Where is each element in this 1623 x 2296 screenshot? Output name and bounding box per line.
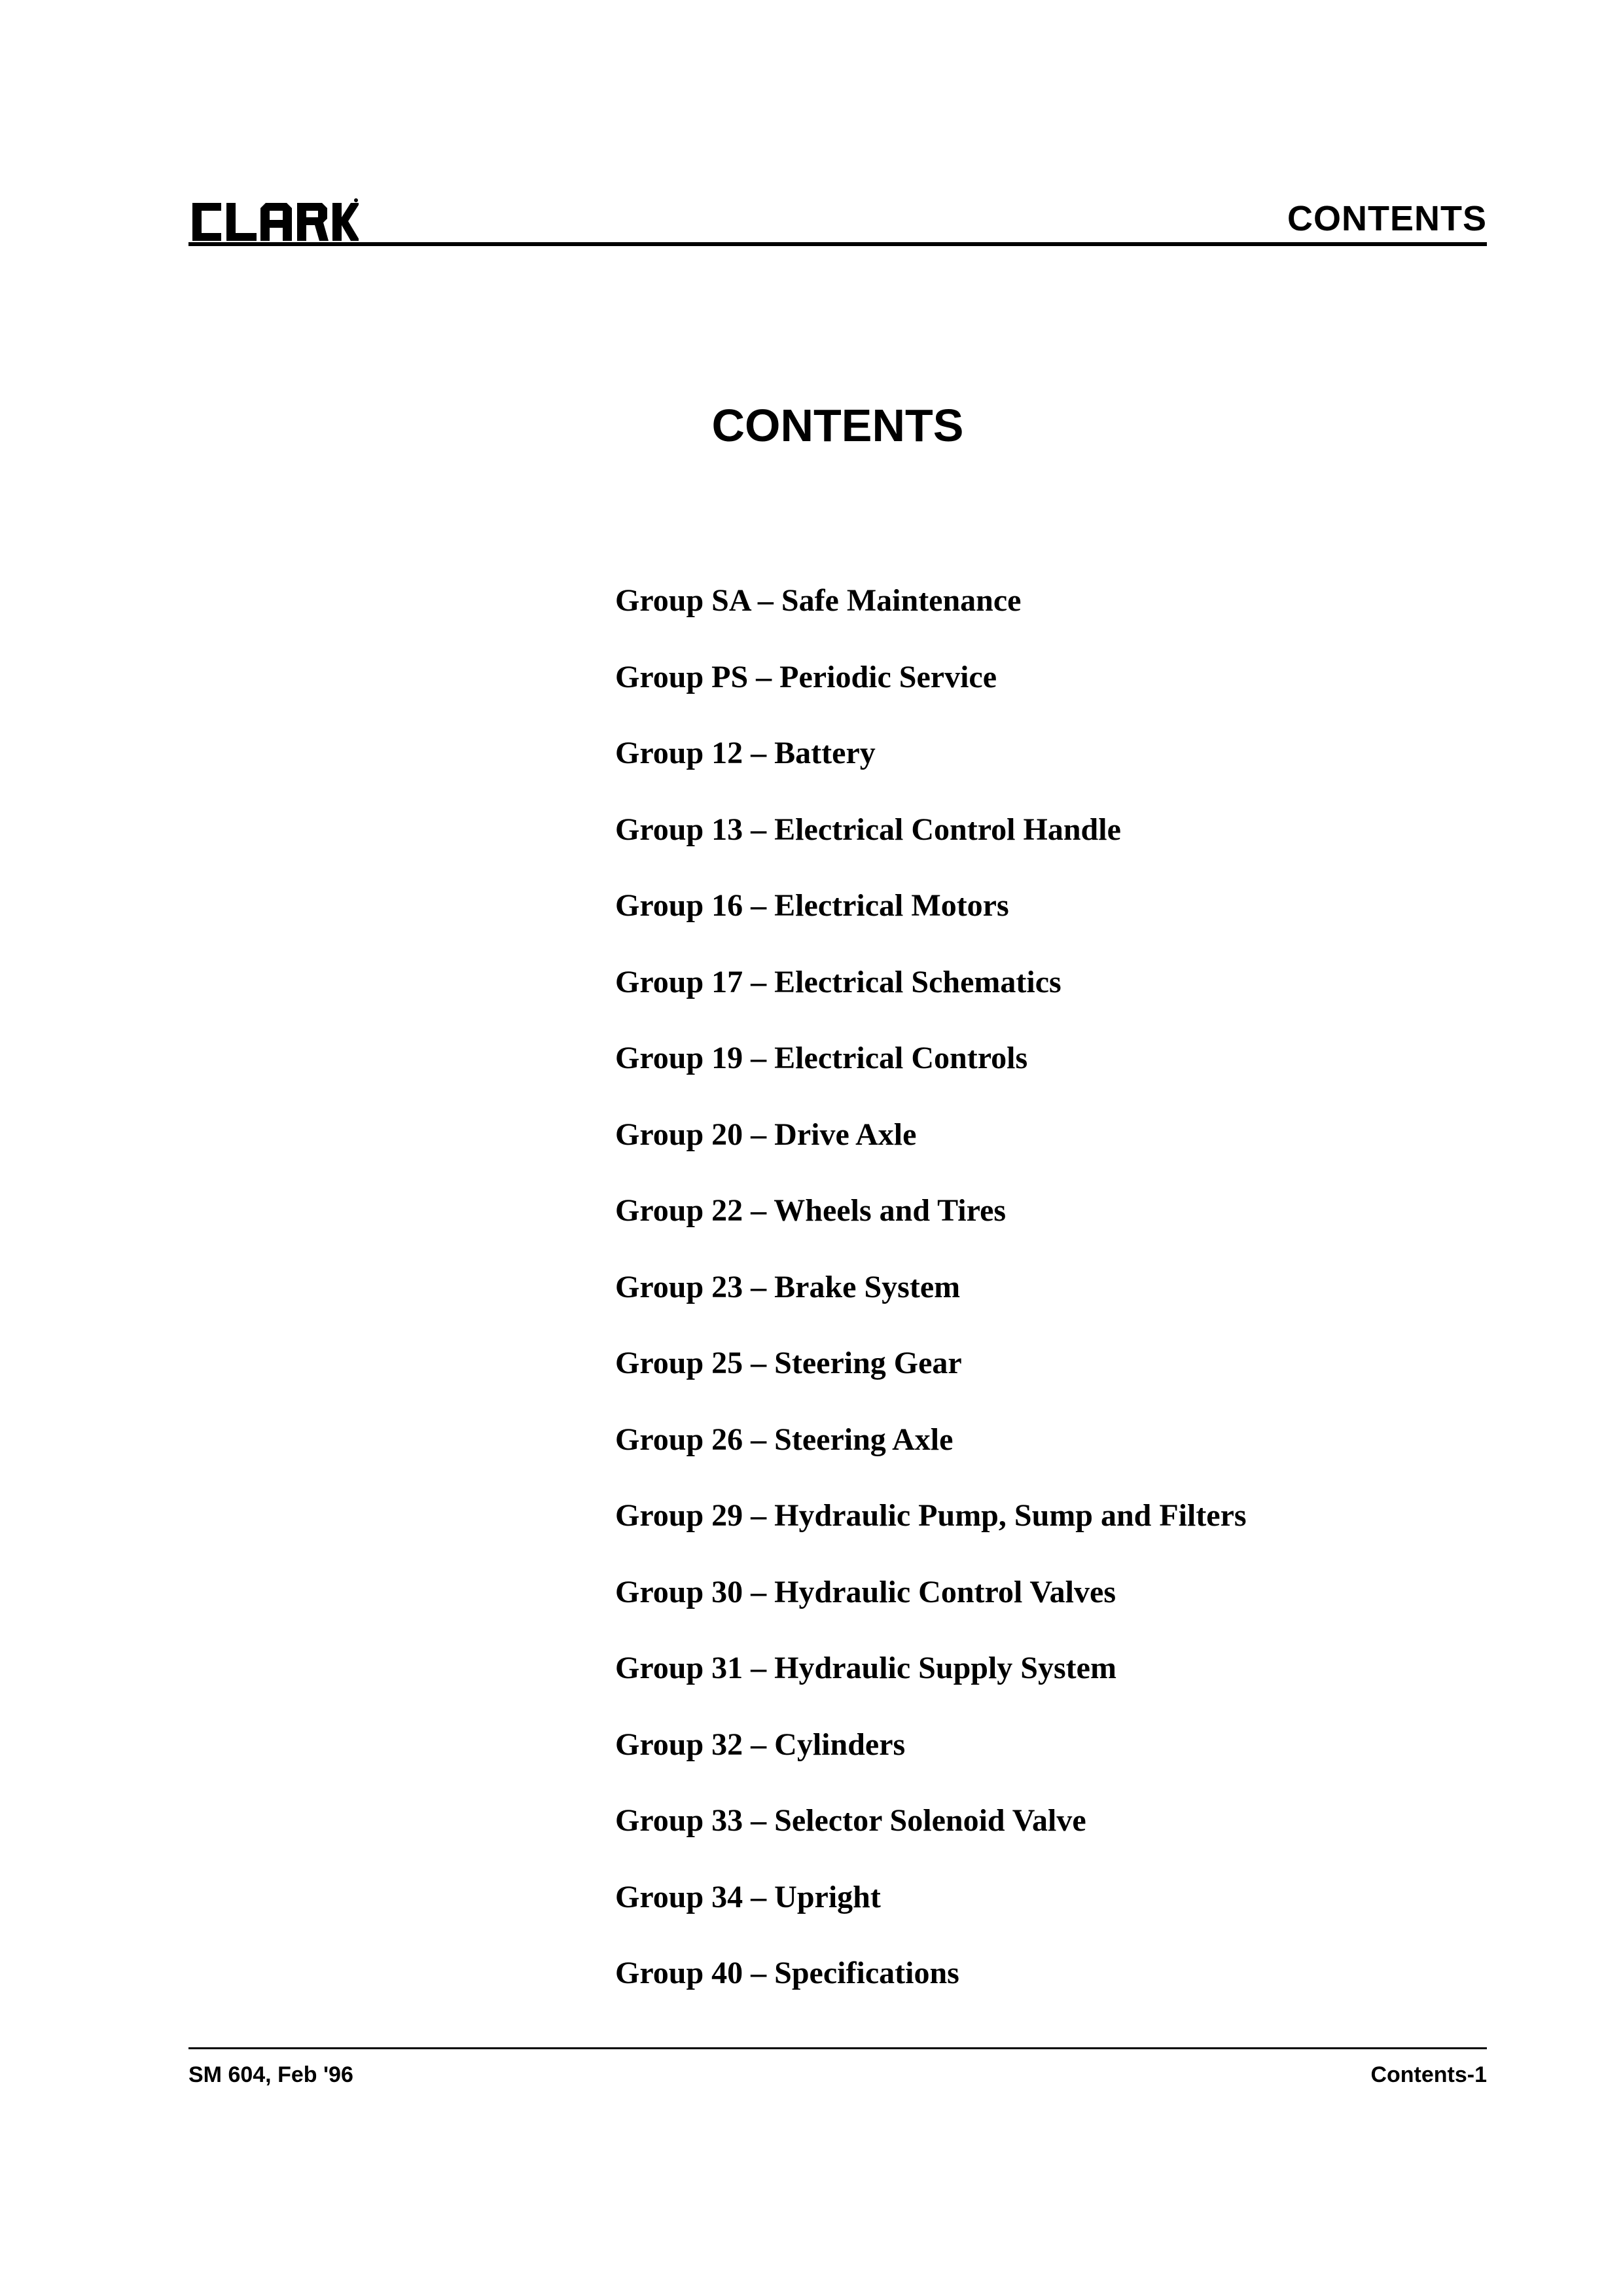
table-of-contents — [615, 563, 1466, 2012]
toc-item-group-31[interactable]: Group 31 – Hydraulic Supply System — [615, 1651, 1116, 1685]
toc-item-group-20[interactable]: Group 20 – Drive Axle — [615, 1117, 917, 1152]
toc-item-group-17[interactable]: Group 17 – Electrical Schematics — [615, 964, 1061, 999]
toc-item-group-19[interactable]: Group 19 – Electrical Controls — [615, 1041, 1028, 1075]
footer-page-number: Contents-1 — [1370, 2062, 1487, 2087]
toc-item-group-30[interactable]: Group 30 – Hydraulic Control Valves — [615, 1574, 1116, 1609]
toc-item-group-40[interactable]: Group 40 – Specifications — [615, 1956, 959, 1990]
header-title: CONTENTS — [1287, 199, 1487, 238]
toc-item-group-33[interactable]: Group 33 – Selector Solenoid Valve — [615, 1803, 1086, 1838]
toc-item-group-23[interactable]: Group 23 – Brake System — [615, 1269, 961, 1304]
toc-item-group-32[interactable]: Group 32 – Cylinders — [615, 1727, 906, 1762]
toc-item-group-26[interactable]: Group 26 – Steering Axle — [615, 1422, 954, 1457]
toc-item-group-12[interactable]: Group 12 – Battery — [615, 736, 876, 770]
footer-document-id: SM 604, Feb '96 — [188, 2062, 353, 2087]
toc-item-group-13[interactable]: Group 13 – Electrical Control Handle — [615, 812, 1121, 847]
toc-item-group-25[interactable]: Group 25 – Steering Gear — [615, 1346, 962, 1380]
toc-item-group-ps[interactable]: Group PS – Periodic Service — [615, 659, 997, 694]
toc-item-group-sa[interactable]: Group SA – Safe Maintenance — [615, 583, 1022, 618]
header-divider — [188, 242, 1487, 246]
clark-logo — [188, 196, 359, 243]
toc-item-group-16[interactable]: Group 16 – Electrical Motors — [615, 888, 1009, 923]
page-title: CONTENTS — [711, 400, 964, 451]
toc-item-group-22[interactable]: Group 22 – Wheels and Tires — [615, 1193, 1007, 1228]
footer-divider — [188, 2047, 1487, 2049]
toc-item-group-29[interactable]: Group 29 – Hydraulic Pump, Sump and Filters — [615, 1498, 1247, 1533]
page-header — [188, 196, 1487, 249]
toc-item-group-34[interactable]: Group 34 – Upright — [615, 1879, 881, 1914]
